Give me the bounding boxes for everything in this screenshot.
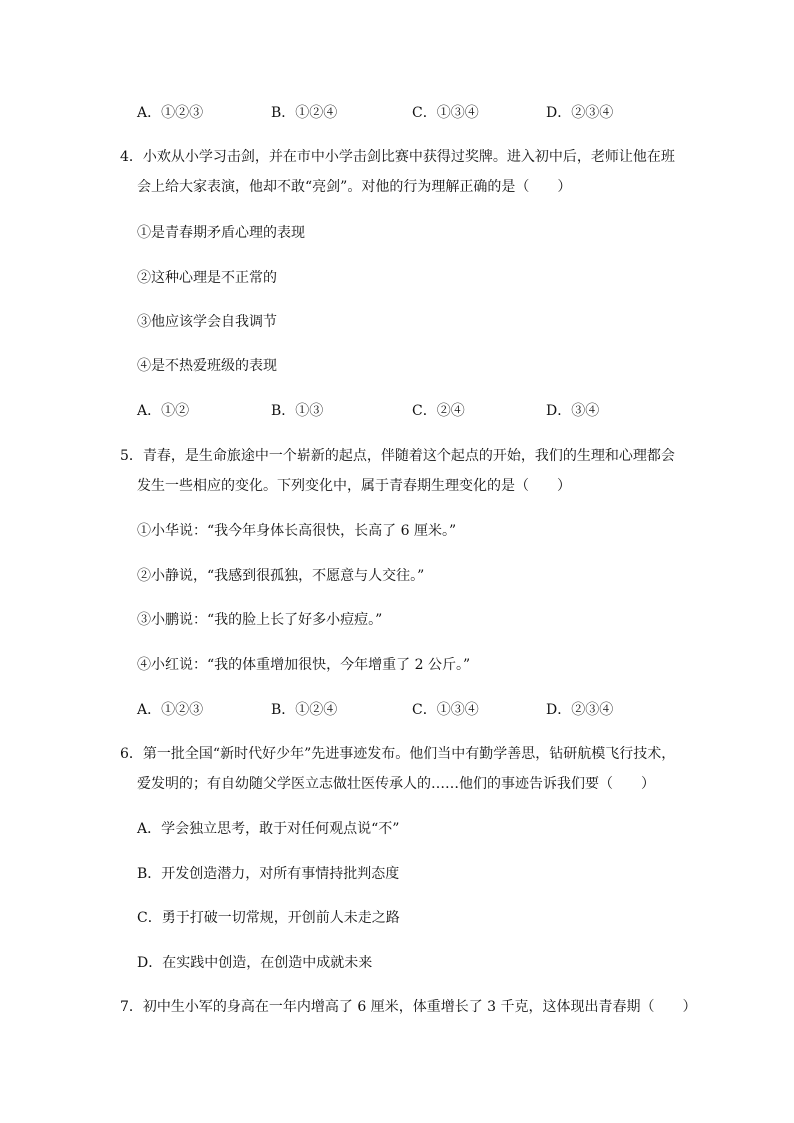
q5-options <box>137 701 697 719</box>
q5-statement-1: ①小华说：“我今年身体长高很快，长高了 6 厘米。” <box>137 523 457 539</box>
q6-choice-d[interactable]: D．在实践中创造，在创造中成就未来 <box>137 955 373 971</box>
q6-stem-line1: 6．第一批全国“新时代好少年”先进事迹发布。他们当中有勤学善思，钻研航模飞行技术， <box>120 746 676 762</box>
q3-option-c[interactable]: C．①③④ <box>412 105 479 121</box>
q4-statement-1: ①是青春期矛盾心理的表现 <box>137 225 305 241</box>
q4-option-c[interactable]: C．②④ <box>412 403 465 419</box>
q4-options <box>137 402 697 420</box>
q6-choice-c[interactable]: C．勇于打破一切常规，开创前人未走之路 <box>137 910 400 926</box>
q4-statement-2: ②这种心理是不正常的 <box>137 270 277 286</box>
q5-option-c[interactable]: C．①③④ <box>412 702 479 718</box>
q7-stem-line1: 7．初中生小军的身高在一年内增高了 6 厘米，体重增长了 3 千克，这体现出青春期（ ） <box>120 999 697 1015</box>
q4-stem-line1: 4．小欢从小学习击剑，并在市中小学击剑比赛中获得过奖牌。进入初中后，老师让他在班 <box>120 149 675 165</box>
q5-option-d[interactable]: D．②③④ <box>546 702 614 718</box>
q4-option-d[interactable]: D．③④ <box>546 403 600 419</box>
q3-option-d[interactable]: D．②③④ <box>546 105 614 121</box>
q4-option-a[interactable]: A．①② <box>137 403 190 419</box>
q5-option-a[interactable]: A．①②③ <box>137 702 204 718</box>
q5-statement-2: ②小静说，“我感到很孤独，不愿意与人交往。” <box>137 568 425 584</box>
q3-option-b[interactable]: B．①②④ <box>271 105 338 121</box>
q4-statement-3: ③他应该学会自我调节 <box>137 314 277 330</box>
q3-option-a[interactable]: A．①②③ <box>137 105 204 121</box>
q6-stem-line2: 爱发明的；有自幼随父学医立志做壮医传承人的……他们的事迹告诉我们要（ ） <box>137 776 655 792</box>
q6-choice-a[interactable]: A．学会独立思考，敢于对任何观点说“不” <box>137 821 400 837</box>
q4-statement-4: ④是不热爱班级的表现 <box>137 358 277 374</box>
q5-statement-4: ④小红说：“我的体重增加很快，今年增重了 2 公斤。” <box>137 657 471 673</box>
q4-stem-line2: 会上给大家表演，他却不敢“亮剑”。对他的行为理解正确的是（ ） <box>137 179 572 195</box>
q5-option-b[interactable]: B．①②④ <box>271 702 338 718</box>
q5-stem-line1: 5．青春，是生命旅途中一个崭新的起点，伴随着这个起点的开始，我们的生理和心理都会 <box>120 448 675 464</box>
q5-statement-3: ③小鹏说：“我的脸上长了好多小痘痘。” <box>137 612 383 628</box>
q3-options <box>137 104 697 122</box>
q6-choice-b[interactable]: B．开发创造潜力，对所有事情持批判态度 <box>137 866 400 882</box>
q5-stem-line2: 发生一些相应的变化。下列变化中，属于青春期生理变化的是（ ） <box>137 478 571 494</box>
q4-option-b[interactable]: B．①③ <box>271 403 324 419</box>
